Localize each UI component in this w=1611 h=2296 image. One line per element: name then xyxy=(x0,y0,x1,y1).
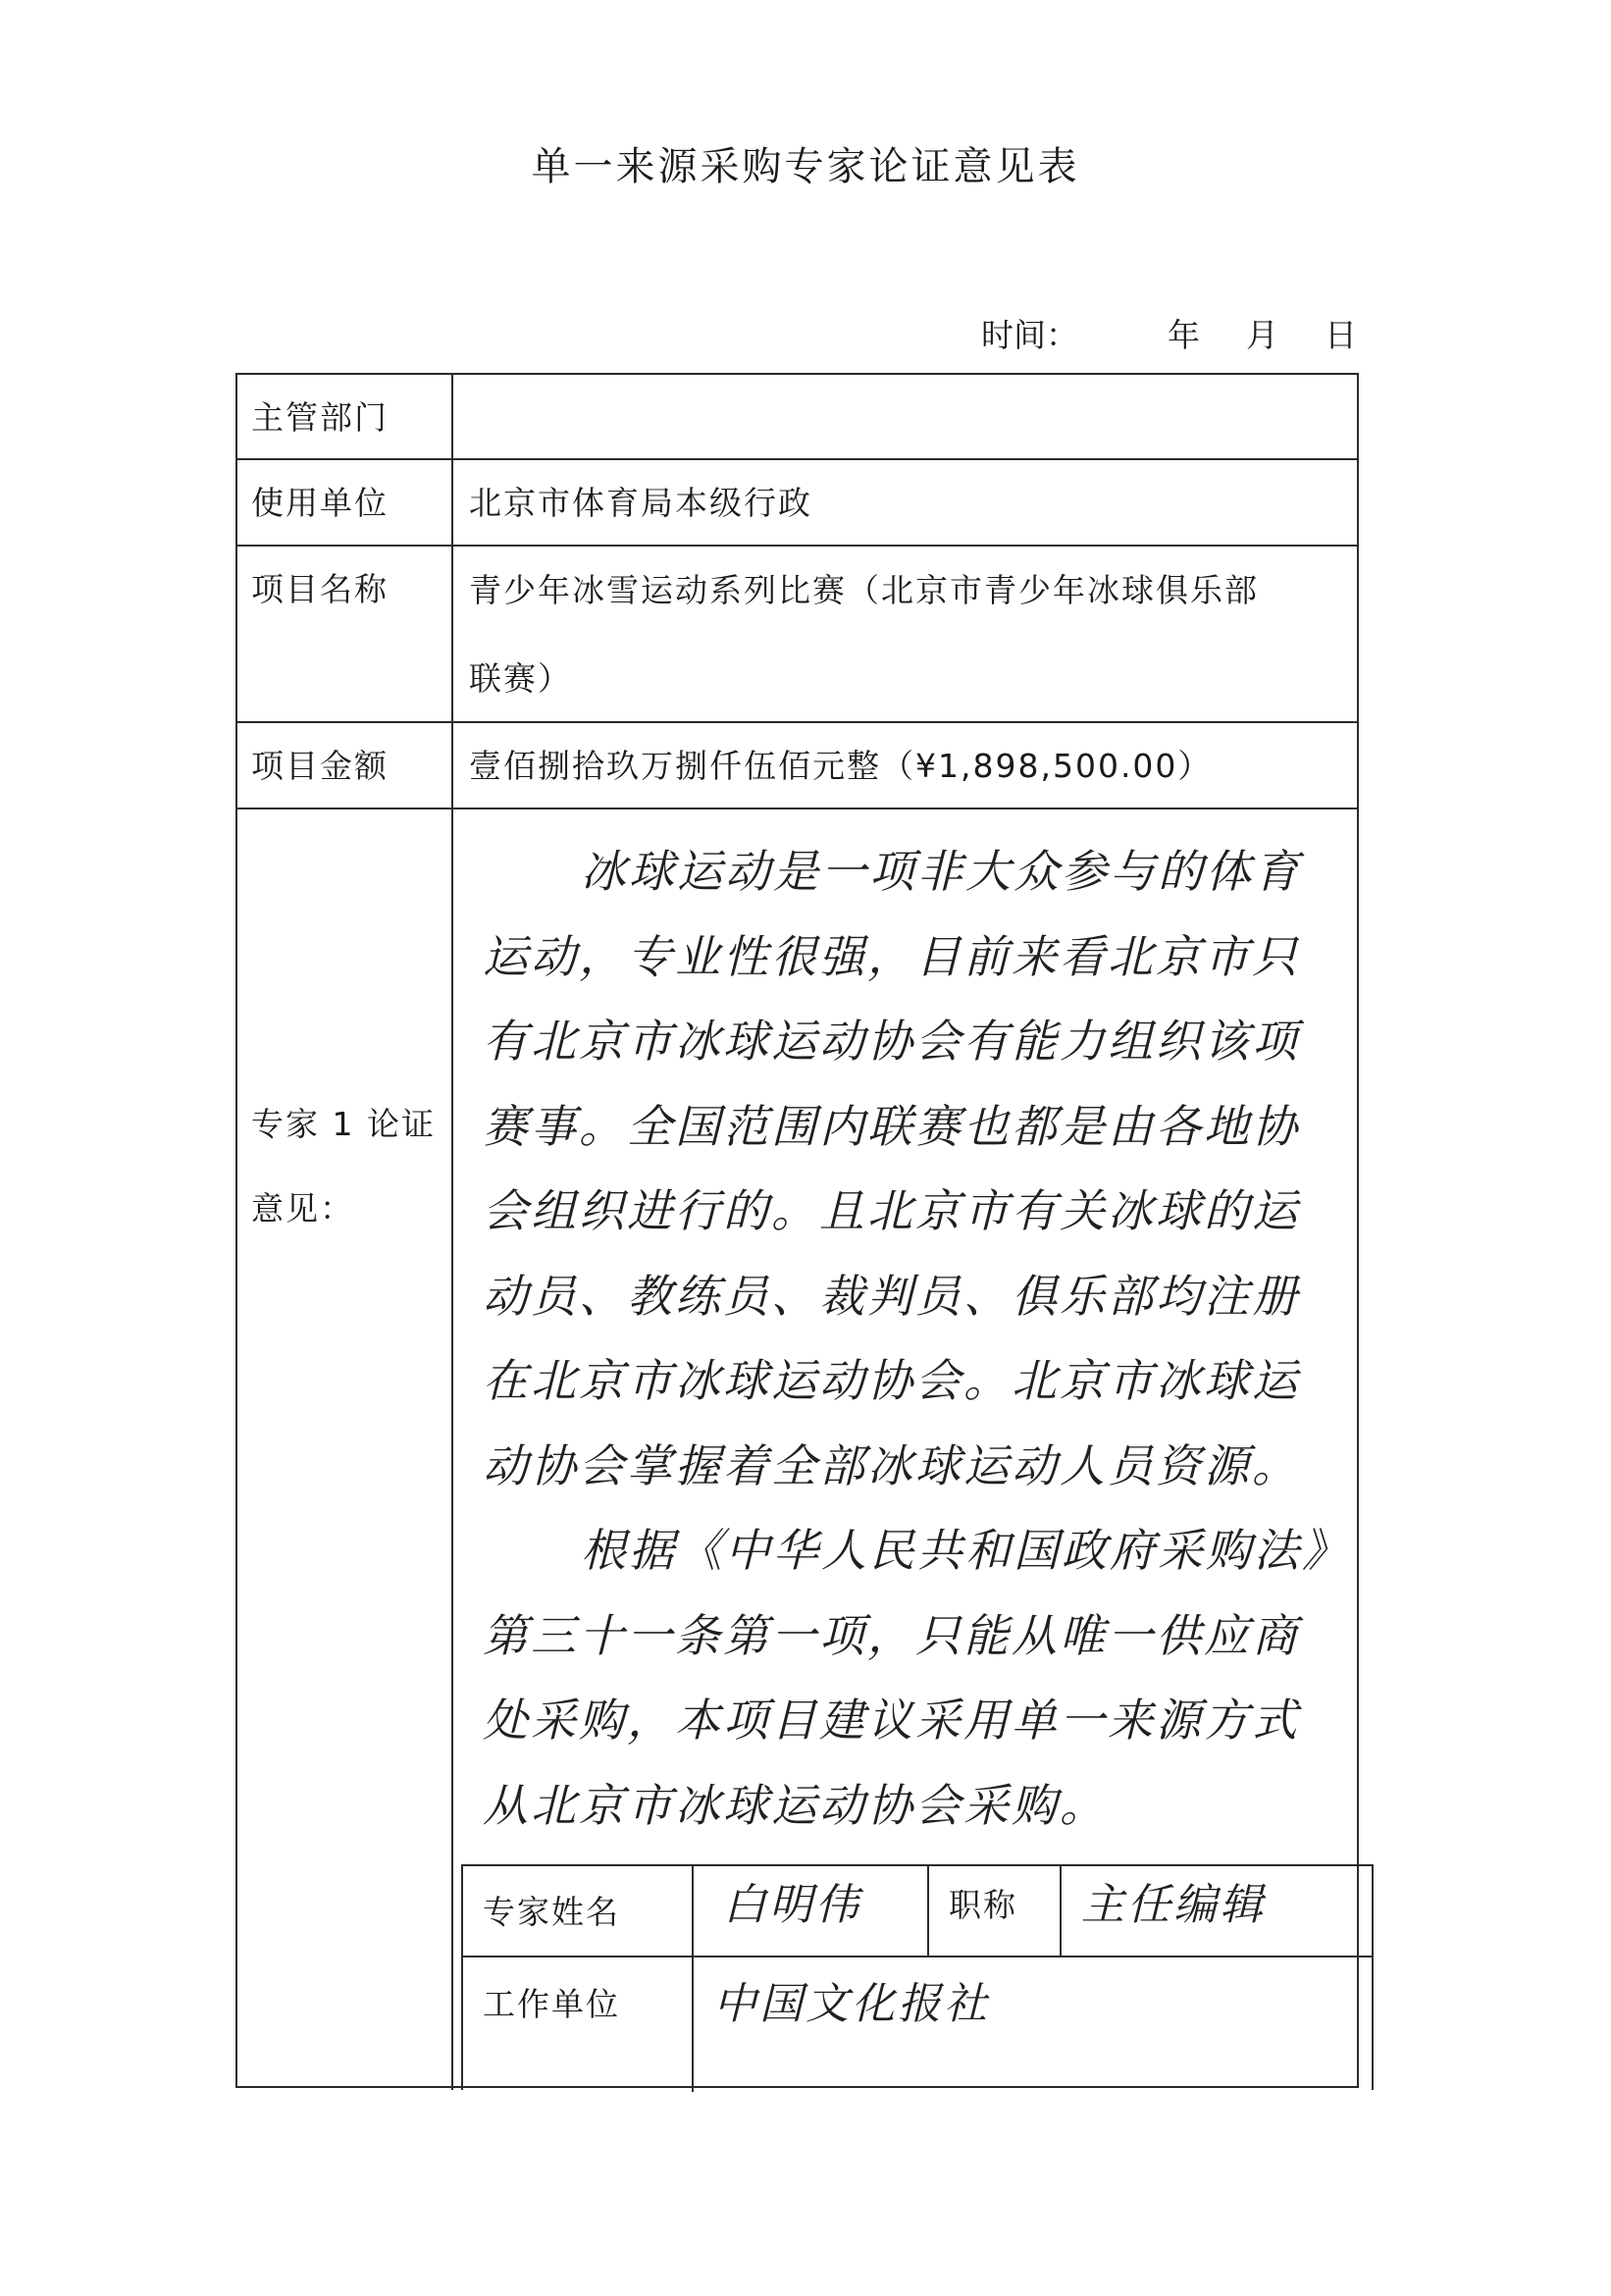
project-name-label: 项目名称 xyxy=(237,547,453,721)
signature-row-unit xyxy=(463,1957,1372,2092)
project-name-value xyxy=(453,547,1357,721)
expert-name-label: 专家姓名 xyxy=(463,1866,694,1956)
row-project-amount xyxy=(237,723,1357,809)
expert-name-signature: 白明伟 xyxy=(694,1866,929,1956)
row-department xyxy=(237,375,1357,460)
expert-opinion-label-line1: 专家 1 论证 xyxy=(251,1105,436,1143)
date-line xyxy=(981,310,1357,356)
project-name-line2: 联赛） xyxy=(469,659,572,698)
row-user-unit xyxy=(237,460,1357,547)
opinion-paragraph-2: 根据《中华人民共和国政府采购法》第三十一条第一项，只能从唯一供应商处采购，本项目建议采用单一来源方式从北京市冰球运动协会采购。 xyxy=(483,1524,1327,1832)
user-unit-value: 北京市体育局本级行政 xyxy=(469,484,812,522)
opinion-form-table xyxy=(235,373,1359,2088)
expert-opinion-handwritten xyxy=(483,829,1346,1848)
signature-row-name xyxy=(463,1866,1372,1957)
form-title: 单一来源采购专家论证意见表 xyxy=(531,144,1080,189)
work-unit-value: 中国文化报社 xyxy=(713,1979,990,2029)
date-year: 年 xyxy=(1168,316,1200,354)
date-label: 时间： xyxy=(981,316,1078,354)
expert-signature-table xyxy=(461,1864,1374,2090)
expert-opinion-label xyxy=(237,809,453,2090)
project-amount-value: 壹佰捌拾玖万捌仟伍佰元整（¥1,898,500.00） xyxy=(469,747,1213,785)
department-label: 主管部门 xyxy=(237,375,453,458)
title-label: 职称 xyxy=(929,1866,1062,1956)
work-unit-label: 工作单位 xyxy=(463,1957,694,2092)
opinion-paragraph-1: 冰球运动是一项非大众参与的体育运动，专业性很强，目前来看北京市只有北京市冰球运动协会有能力组织该项赛事。全国范围内联赛也都是由各地协会组织进行的。且北京市有关冰球的运动员、教练员、裁判员、俱乐部均注册在北京市冰球运动协会。北京市冰球运动协会掌握着全部冰球运动人员资源。 xyxy=(483,845,1302,1492)
project-amount-label: 项目金额 xyxy=(237,723,453,808)
expert-opinion-label-line2: 意见： xyxy=(251,1189,354,1227)
date-day: 日 xyxy=(1325,316,1357,354)
row-project-name xyxy=(237,547,1357,723)
user-unit-label: 使用单位 xyxy=(237,460,453,545)
date-month: 月 xyxy=(1246,316,1278,354)
project-name-line1: 青少年冰雪运动系列比赛（北京市青少年冰球俱乐部 xyxy=(469,571,1259,609)
title-value: 主任编辑 xyxy=(1081,1880,1266,1930)
department-value xyxy=(453,375,1357,458)
row-expert-opinion xyxy=(237,809,1357,2090)
